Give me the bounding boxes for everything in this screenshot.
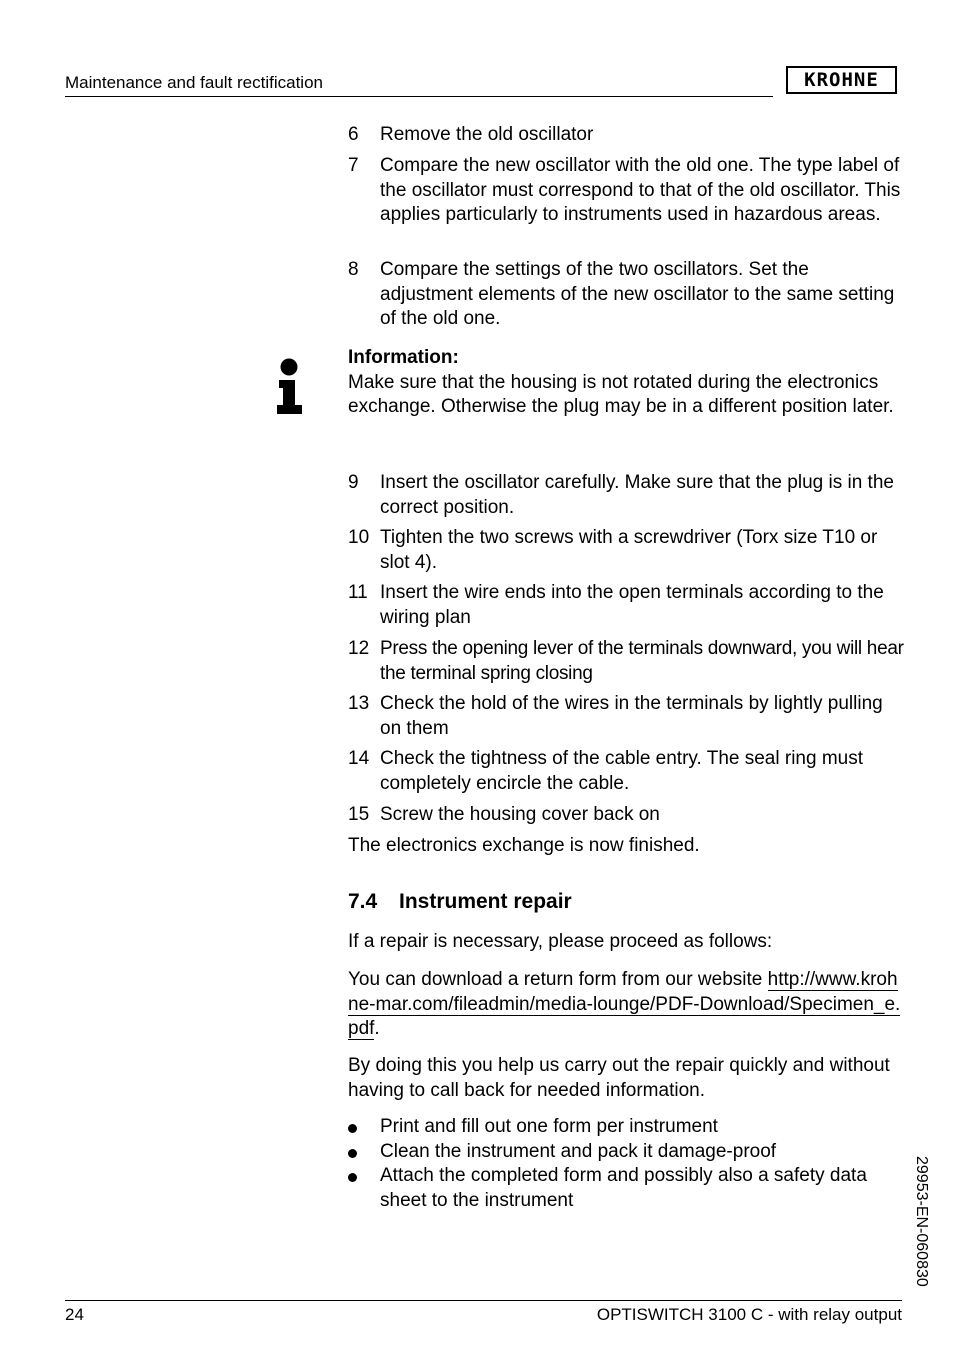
help-paragraph: By doing this you help us carry out the repair quickly and without having to call back for needed information. xyxy=(348,1055,890,1101)
list-item xyxy=(348,1140,904,1165)
list-item xyxy=(348,154,904,228)
list-item xyxy=(348,471,904,520)
download-period: . xyxy=(374,1018,380,1039)
step-number: 15 xyxy=(348,804,370,825)
step-text: Check the hold of the wires in the terminals by lightly pulling on them xyxy=(380,693,883,739)
step-number: 9 xyxy=(348,472,359,493)
section-number: 7.4 xyxy=(348,890,378,913)
step-text: Check the tightness of the cable entry. The seal ring must completely encircle the cable. xyxy=(380,748,863,794)
step-text: Compare the settings of the two oscillators. Set the adjustment elements of the new oscillator to the same setting of the old one. xyxy=(380,259,895,329)
information-title: Information: xyxy=(348,347,459,368)
list-item xyxy=(348,803,904,828)
step-number: 10 xyxy=(348,527,370,548)
finished-text: The electronics exchange is now finished. xyxy=(348,835,700,856)
document-code: 29953-EN-060830 xyxy=(913,1156,930,1287)
bullet-icon xyxy=(348,1149,357,1158)
information-icon xyxy=(276,358,304,414)
page-number: 24 xyxy=(65,1305,84,1324)
bullet-text: Clean the instrument and pack it damage-proof xyxy=(380,1141,777,1162)
bullet-icon xyxy=(348,1173,357,1182)
step-number: 14 xyxy=(348,748,370,769)
list-item xyxy=(348,581,904,630)
download-text: You can download a return form from our website xyxy=(348,969,768,990)
bullet-icon xyxy=(348,1124,357,1133)
step-text: Insert the oscillator carefully. Make sure that the plug is in the correct position. xyxy=(380,472,894,518)
krohne-logo: KROHNE xyxy=(786,66,897,94)
step-text: Screw the housing cover back on xyxy=(380,804,660,825)
list-item xyxy=(348,258,904,332)
step-text: Tighten the two screws with a screwdriver (Torx size T10 or slot 4). xyxy=(380,527,878,573)
section-title: Instrument repair xyxy=(399,890,572,913)
list-item xyxy=(348,526,904,575)
return-form-link[interactable]: http://www.krohne-mar.com/fileadmin/media-lounge/PDF-Download/Specimen_e.pdf xyxy=(348,969,901,1039)
step-number: 6 xyxy=(348,124,359,145)
step-number: 13 xyxy=(348,693,370,714)
step-text: Press the opening lever of the terminals downward, you will hear the terminal spring closing xyxy=(380,638,904,684)
header-rule xyxy=(65,96,773,97)
step-number: 7 xyxy=(348,155,359,176)
step-number: 12 xyxy=(348,638,370,659)
running-header: Maintenance and fault rectification xyxy=(65,73,323,92)
footer-rule xyxy=(65,1300,902,1301)
step-text: Remove the old oscillator xyxy=(380,124,594,145)
step-number: 11 xyxy=(348,582,368,603)
list-item xyxy=(348,747,904,796)
list-item xyxy=(348,1164,904,1213)
list-item xyxy=(348,637,904,686)
step-number: 8 xyxy=(348,259,359,280)
bullet-text: Print and fill out one form per instrument xyxy=(380,1116,718,1137)
list-item xyxy=(348,1115,904,1140)
product-name: OPTISWITCH 3100 C - with relay output xyxy=(596,1305,902,1324)
section-intro: If a repair is necessary, please proceed as follows: xyxy=(348,931,773,952)
section-heading xyxy=(348,890,572,914)
list-item xyxy=(348,123,904,148)
list-item xyxy=(348,692,904,741)
information-box xyxy=(348,346,904,420)
download-paragraph xyxy=(348,968,904,1042)
bullet-text: Attach the completed form and possibly also a safety data sheet to the instrument xyxy=(380,1165,867,1211)
step-text: Insert the wire ends into the open terminals according to the wiring plan xyxy=(380,582,884,628)
step-text: Compare the new oscillator with the old one. The type label of the oscillator must correspond to that of the old oscillator. This applies particularly to instruments used in hazardous areas. xyxy=(380,155,901,225)
information-text: Make sure that the housing is not rotated during the electronics exchange. Otherwise the plug may be in a different position later. xyxy=(348,371,894,417)
